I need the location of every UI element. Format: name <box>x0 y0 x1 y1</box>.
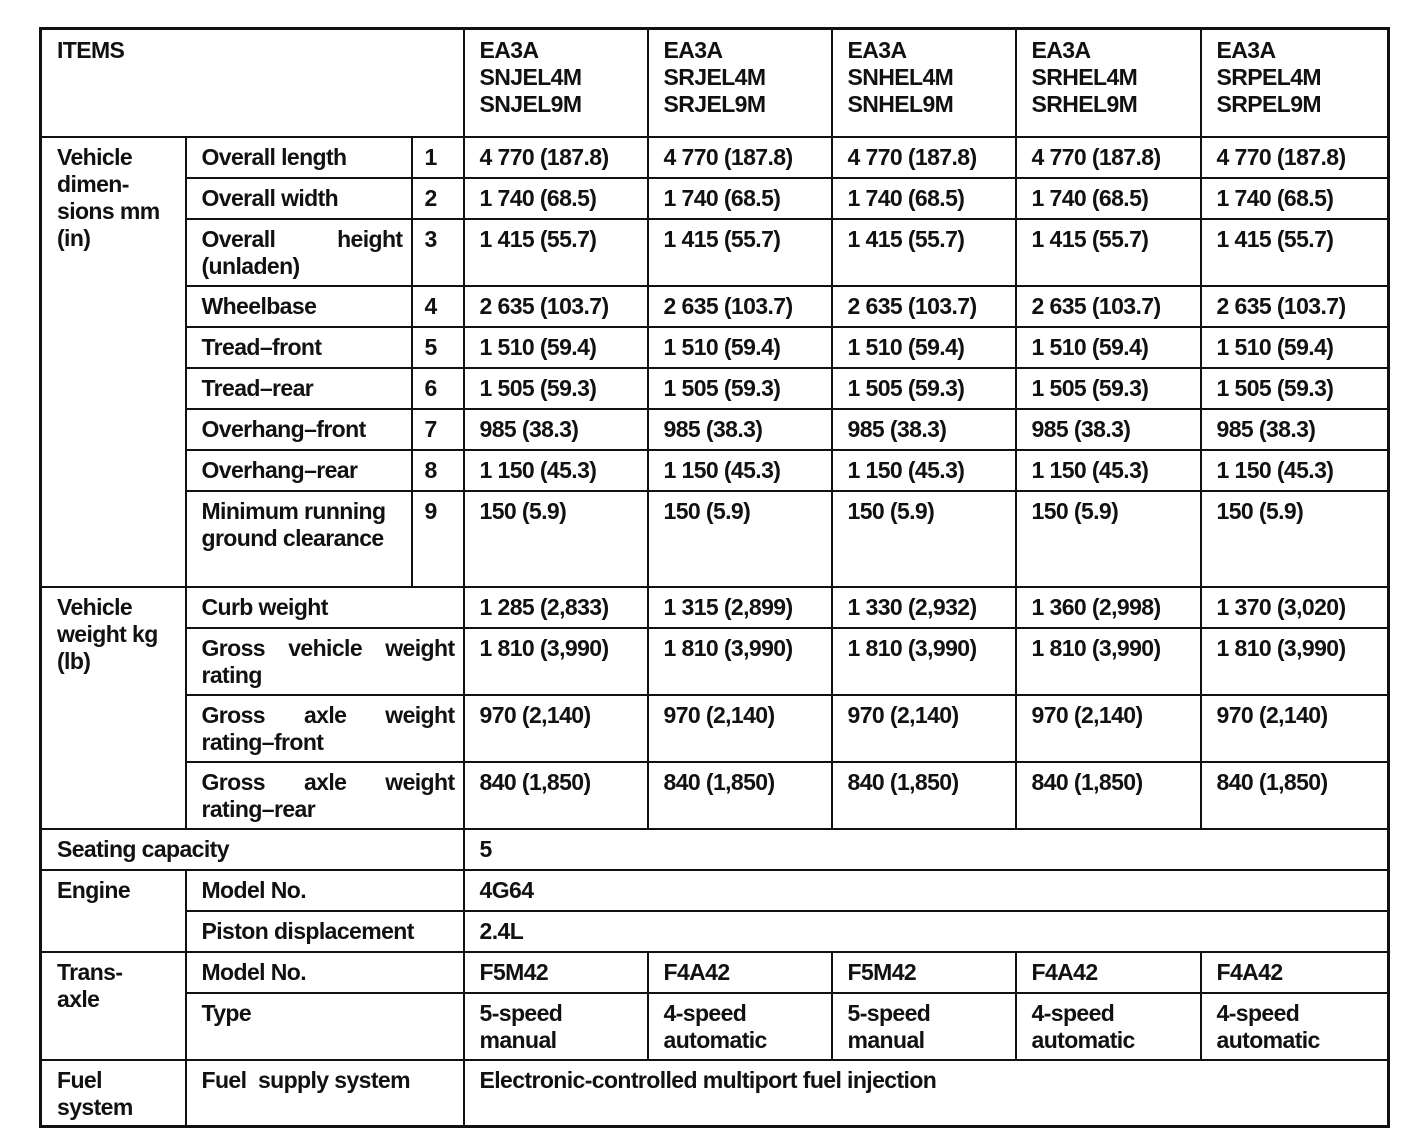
cell-value: 1 810 (3,990) <box>464 628 648 695</box>
row-number: 5 <box>412 327 464 368</box>
cell-value: 985 (38.3) <box>832 409 1016 450</box>
table-row <box>41 628 1389 695</box>
cell-value: 985 (38.3) <box>1201 409 1389 450</box>
weight-group-label: Vehicle weight kg (lb) <box>41 587 186 829</box>
cell-value: 1 740 (68.5) <box>1201 178 1389 219</box>
cell-value: F5M42 <box>832 952 1016 993</box>
cell-value: 1 740 (68.5) <box>648 178 832 219</box>
cell-value: 4 770 (187.8) <box>1016 137 1201 178</box>
table-row <box>41 409 1389 450</box>
cell-value: 970 (2,140) <box>464 695 648 762</box>
cell-value: F4A42 <box>1201 952 1389 993</box>
row-number: 1 <box>412 137 464 178</box>
cell-value: 2 635 (103.7) <box>1016 286 1201 327</box>
engine-displacement-value: 2.4L <box>464 911 1389 952</box>
cell-value: 1 810 (3,990) <box>832 628 1016 695</box>
items-header: ITEMS <box>41 29 464 137</box>
cell-value: 4-speed automatic <box>1016 993 1201 1060</box>
row-label: Minimum running ground clearance <box>186 491 412 587</box>
cell-value: 1 150 (45.3) <box>648 450 832 491</box>
dimensions-group-label: Vehicle dimen- sions mm (in) <box>41 137 186 587</box>
table-row <box>41 286 1389 327</box>
table-row <box>41 178 1389 219</box>
table-row <box>41 450 1389 491</box>
cell-value: F4A42 <box>1016 952 1201 993</box>
cell-value: 1 505 (59.3) <box>648 368 832 409</box>
cell-value: 1 505 (59.3) <box>1201 368 1389 409</box>
cell-value: 4-speed automatic <box>648 993 832 1060</box>
row-label: Overall height (unladen) <box>186 219 412 286</box>
cell-value: 840 (1,850) <box>1016 762 1201 829</box>
header-row <box>41 29 1389 137</box>
cell-value: 4 770 (187.8) <box>1201 137 1389 178</box>
fuel-value: Electronic-controlled multiport fuel injection <box>464 1060 1389 1127</box>
table-row <box>41 695 1389 762</box>
engine-row <box>41 870 1389 911</box>
row-number: 6 <box>412 368 464 409</box>
row-label: Tread–front <box>186 327 412 368</box>
cell-value: 4-speed automatic <box>1201 993 1389 1060</box>
cell-value: 1 150 (45.3) <box>1201 450 1389 491</box>
fuel-row <box>41 1060 1389 1127</box>
row-label: Overall width <box>186 178 412 219</box>
row-label: Model No. <box>186 952 464 993</box>
cell-value: F4A42 <box>648 952 832 993</box>
row-label: Gross vehicle weight rating <box>186 628 464 695</box>
row-label: Model No. <box>186 870 464 911</box>
cell-value: 5-speed manual <box>464 993 648 1060</box>
cell-value: 1 315 (2,899) <box>648 587 832 628</box>
table-row <box>41 327 1389 368</box>
cell-value: 1 415 (55.7) <box>648 219 832 286</box>
seating-row <box>41 829 1389 870</box>
cell-value: 1 150 (45.3) <box>832 450 1016 491</box>
model-header: EA3A SNJEL4M SNJEL9M <box>464 29 648 137</box>
cell-value: 1 370 (3,020) <box>1201 587 1389 628</box>
cell-value: 2 635 (103.7) <box>1201 286 1389 327</box>
row-number: 8 <box>412 450 464 491</box>
cell-value: 1 360 (2,998) <box>1016 587 1201 628</box>
row-number: 9 <box>412 491 464 587</box>
cell-value: 1 510 (59.4) <box>832 327 1016 368</box>
cell-value: 150 (5.9) <box>1016 491 1201 587</box>
row-label: Overall length <box>186 137 412 178</box>
seating-label: Seating capacity <box>41 829 464 870</box>
table-row <box>41 137 1389 178</box>
cell-value: 2 635 (103.7) <box>648 286 832 327</box>
cell-value: 840 (1,850) <box>832 762 1016 829</box>
row-label: Overhang–rear <box>186 450 412 491</box>
cell-value: 1 510 (59.4) <box>1201 327 1389 368</box>
model-header: EA3A SRJEL4M SRJEL9M <box>648 29 832 137</box>
transaxle-group-label: Trans- axle <box>41 952 186 1060</box>
table-row <box>41 219 1389 286</box>
row-number: 2 <box>412 178 464 219</box>
row-label: Tread–rear <box>186 368 412 409</box>
cell-value: 1 810 (3,990) <box>1016 628 1201 695</box>
cell-value: 1 740 (68.5) <box>1016 178 1201 219</box>
cell-value: 1 740 (68.5) <box>464 178 648 219</box>
row-label: Curb weight <box>186 587 464 628</box>
cell-value: 970 (2,140) <box>1201 695 1389 762</box>
transaxle-row <box>41 993 1389 1060</box>
cell-value: 1 510 (59.4) <box>464 327 648 368</box>
fuel-group-label: Fuel system <box>41 1060 186 1127</box>
engine-model-value: 4G64 <box>464 870 1389 911</box>
row-label: Overhang–front <box>186 409 412 450</box>
cell-value: 1 415 (55.7) <box>832 219 1016 286</box>
cell-value: 840 (1,850) <box>1201 762 1389 829</box>
cell-value: 2 635 (103.7) <box>464 286 648 327</box>
table-row <box>41 587 1389 628</box>
row-label: Fuel supply system <box>186 1060 464 1127</box>
cell-value: 1 150 (45.3) <box>464 450 648 491</box>
cell-value: 1 505 (59.3) <box>1016 368 1201 409</box>
cell-value: 1 810 (3,990) <box>648 628 832 695</box>
spec-table-container <box>39 27 1387 1128</box>
cell-value: 840 (1,850) <box>648 762 832 829</box>
cell-value: 1 505 (59.3) <box>464 368 648 409</box>
table-row <box>41 491 1389 587</box>
row-label: Piston displacement <box>186 911 464 952</box>
cell-value: 1 415 (55.7) <box>464 219 648 286</box>
cell-value: 985 (38.3) <box>648 409 832 450</box>
cell-value: 5-speed manual <box>832 993 1016 1060</box>
seating-value: 5 <box>464 829 1389 870</box>
row-label: Wheelbase <box>186 286 412 327</box>
cell-value: 1 510 (59.4) <box>1016 327 1201 368</box>
cell-value: 970 (2,140) <box>648 695 832 762</box>
cell-value: 4 770 (187.8) <box>648 137 832 178</box>
transaxle-row <box>41 952 1389 993</box>
cell-value: 840 (1,850) <box>464 762 648 829</box>
model-header: EA3A SRHEL4M SRHEL9M <box>1016 29 1201 137</box>
cell-value: 2 635 (103.7) <box>832 286 1016 327</box>
cell-value: 1 330 (2,932) <box>832 587 1016 628</box>
cell-value: 150 (5.9) <box>648 491 832 587</box>
row-label: Gross axle weight rating–rear <box>186 762 464 829</box>
row-number: 4 <box>412 286 464 327</box>
cell-value: 150 (5.9) <box>1201 491 1389 587</box>
cell-value: 1 810 (3,990) <box>1201 628 1389 695</box>
table-row <box>41 762 1389 829</box>
cell-value: 150 (5.9) <box>832 491 1016 587</box>
cell-value: 150 (5.9) <box>464 491 648 587</box>
row-label: Type <box>186 993 464 1060</box>
engine-group-label: Engine <box>41 870 186 952</box>
model-header: EA3A SRPEL4M SRPEL9M <box>1201 29 1389 137</box>
row-number: 7 <box>412 409 464 450</box>
cell-value: 970 (2,140) <box>832 695 1016 762</box>
cell-value: 1 415 (55.7) <box>1201 219 1389 286</box>
cell-value: 1 285 (2,833) <box>464 587 648 628</box>
cell-value: 970 (2,140) <box>1016 695 1201 762</box>
engine-row <box>41 911 1389 952</box>
model-header: EA3A SNHEL4M SNHEL9M <box>832 29 1016 137</box>
row-number: 3 <box>412 219 464 286</box>
cell-value: 985 (38.3) <box>464 409 648 450</box>
cell-value: 1 510 (59.4) <box>648 327 832 368</box>
cell-value: 4 770 (187.8) <box>464 137 648 178</box>
cell-value: 1 505 (59.3) <box>832 368 1016 409</box>
cell-value: 1 150 (45.3) <box>1016 450 1201 491</box>
table-row <box>41 368 1389 409</box>
cell-value: 4 770 (187.8) <box>832 137 1016 178</box>
cell-value: F5M42 <box>464 952 648 993</box>
cell-value: 985 (38.3) <box>1016 409 1201 450</box>
vehicle-spec-table <box>39 27 1390 1128</box>
cell-value: 1 740 (68.5) <box>832 178 1016 219</box>
row-label: Gross axle weight rating–front <box>186 695 464 762</box>
cell-value: 1 415 (55.7) <box>1016 219 1201 286</box>
